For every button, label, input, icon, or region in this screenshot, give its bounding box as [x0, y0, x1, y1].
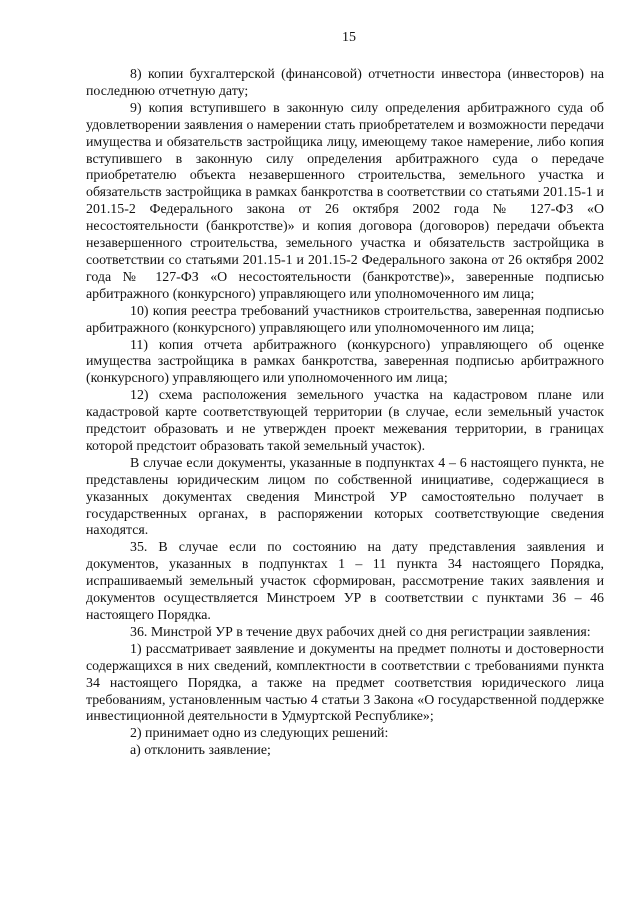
- paragraph-item-11: 11) копия отчета арбитражного (конкурсного) управляющего об оценке имущества застройщика в рамках банкротства, заверенная подписью арбитражного (конкурсного) управляющего или уполномоченного им лица;: [86, 337, 604, 387]
- document-page: [86, 30, 604, 760]
- paragraph-item-12: 12) схема расположения земельного участка на кадастровом плане или кадастровой карте соответствующей территории (в случае, если земельный участок предстоит образовать и не утвержден проект межевания территории, в границах которой предстоит образовать такой земельный участок).: [86, 388, 604, 454]
- paragraph-clause-36-item-1: 1) рассматривает заявление и документы на предмет полноты и достоверности содержащихся в них сведений, комплектности в соответствии с требованиями пункта 34 настоящего Порядка, а также на предмет соответствия юридического лица требованиям, установленным частью 4 статьи 3 Закона «О государственной поддержке инвестиционной деятельности в Удмуртской Республике»;: [86, 641, 604, 725]
- paragraph-item-10: 10) копия реестра требований участников строительства, заверенная подписью арбитражного (конкурсного) управляющего или уполномоченного им лица;: [86, 303, 604, 336]
- page-number: 15: [342, 30, 356, 45]
- paragraph-item-9: 9) копия вступившего в законную силу определения арбитражного суда об удовлетворении заявления о намерении стать приобретателем и возможности передачи имущества и обязательств застройщика лицу, имеющему такое намерение, либо копия вступившего в законную силу определения арбитражного суда о передаче приобретателю объекта незавершенного строительства, земельного участка и обязательств застройщика в рамках банкротства в соответствии со статьями 201.15-1 и 201.15-2 Федерального закона от 26 октября 2002 года № 127-ФЗ «О несостоятельности (банкротстве)» и копия договора (договоров) передачи объекта незавершенного строительства, земельного участка и обязательств застройщика в соответствии со статьями 201.15-1 и 201.15-2 Федерального закона от 26 октября 2002 года № 127-ФЗ «О несостоятельности (банкротстве)», заверенные подписью арбитражного (конкурсного) управляющего или уполномоченного им лица;: [86, 100, 604, 302]
- paragraph-clause-36: 36. Минстрой УР в течение двух рабочих дней со дня регистрации заявления:: [130, 624, 591, 640]
- paragraph-item-8: 8) копии бухгалтерской (финансовой) отчетности инвестора (инвесторов) на последнюю отчетную дату;: [86, 67, 604, 99]
- paragraph-clause-35: 35. В случае если по состоянию на дату представления заявления и документов, указанных в подпунктах 1 – 11 пункта 34 настоящего Порядка, испрашиваемый земельный участок сформирован, рассмотрение таких заявления и документов осуществляется Минстроем УР в соответствии с пунктами 36 – 46 настоящего Порядка.: [86, 540, 604, 623]
- paragraph-note: В случае если документы, указанные в подпунктах 4 – 6 настоящего пункта, не представлены юридическим лицом по собственной инициативе, содержащиеся в указанных документах сведения Минстрой УР самостоятельно получает в государственных органах, в распоряжении которых соответствующие сведения находятся.: [86, 455, 604, 539]
- paragraph-clause-36-item-2a: а) отклонить заявление;: [130, 743, 271, 759]
- paragraph-clause-36-item-2: 2) принимает одно из следующих решений:: [130, 726, 389, 742]
